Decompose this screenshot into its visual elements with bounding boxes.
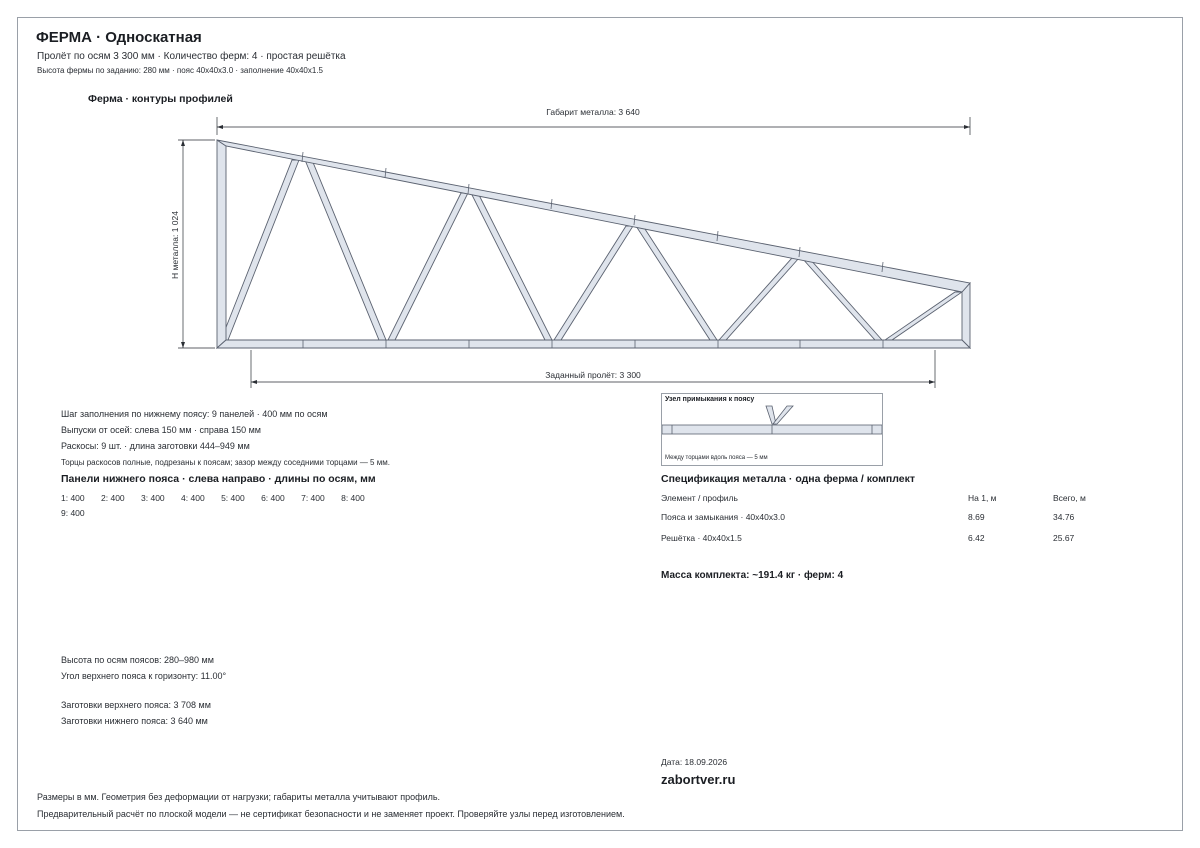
spec-row-total: 25.67 — [1053, 533, 1075, 543]
spec-row-name: Решётка · 40x40x1.5 — [661, 533, 742, 543]
panel-item: 2: 400 — [101, 493, 125, 503]
panel-item: 3: 400 — [141, 493, 165, 503]
geom-top-blanks: Заготовки верхнего пояса: 3 708 мм — [61, 700, 211, 710]
spec-row-per: 8.69 — [968, 512, 985, 522]
truss-diagonal — [388, 193, 468, 340]
geom-bottom-blanks: Заготовки нижнего пояса: 3 640 мм — [61, 716, 208, 726]
dim-overall-label: Габарит металла: 3 640 — [546, 107, 640, 117]
dim-arrow — [181, 342, 185, 348]
spec-mass: Масса комплекта: ~191.4 кг · ферм: 4 — [661, 570, 844, 581]
spec-heading: Спецификация металла · одна ферма / комплект — [661, 473, 916, 485]
note-overhangs: Выпуски от осей: слева 150 мм · справа 150 мм — [61, 425, 261, 435]
dim-arrow — [217, 125, 223, 129]
panel-item: 1: 400 — [61, 493, 85, 503]
panel-item: 7: 400 — [301, 493, 325, 503]
panel-item: 6: 400 — [261, 493, 285, 503]
panel-item: 9: 400 — [61, 508, 85, 518]
footer-date: Дата: 18.09.2026 — [661, 757, 728, 767]
truss-diagonal — [221, 160, 299, 340]
dim-arrow — [181, 140, 185, 146]
footer-brand: zabortver.ru — [661, 772, 736, 787]
truss-diagonal — [305, 160, 386, 340]
panel-item: 5: 400 — [221, 493, 245, 503]
dim-span-label: Заданный пролёт: 3 300 — [545, 370, 641, 380]
dim-arrow — [964, 125, 970, 129]
panel-item: 4: 400 — [181, 493, 205, 503]
node-diagonal-left — [766, 406, 776, 424]
truss-diagonal — [719, 258, 799, 340]
drawing-heading: Ферма · контуры профилей — [88, 93, 233, 105]
truss-end-post-right — [962, 283, 970, 348]
geom-height-range: Высота по осям поясов: 280–980 мм — [61, 655, 214, 665]
spec-row-per: 6.42 — [968, 533, 985, 543]
note-fill-step: Шаг заполнения по нижнему поясу: 9 панелей · 400 мм по осям — [61, 409, 328, 419]
node-detail-box — [661, 393, 883, 466]
note-ends: Торцы раскосов полные, подрезаны к поясам; зазор между соседними торцами — 5 мм. — [61, 458, 390, 467]
dim-arrow — [929, 380, 935, 384]
footer-disclaimer-1: Размеры в мм. Геометрия без деформации от нагрузки; габариты металла учитывают профиль. — [37, 792, 441, 802]
truss-bottom-chord — [217, 340, 970, 348]
footer-disclaimer-2: Предварительный расчёт по плоской модели — не сертификат безопасности и не заменяет проект. Проверяйте узлы перед изготовлением. — [37, 809, 625, 819]
dim-height-label: Н металла: 1 024 — [170, 211, 180, 279]
page-title: ФЕРМА · Односкатная — [36, 29, 202, 46]
panel-item: 8: 400 — [341, 493, 365, 503]
truss-end-post-left — [217, 140, 226, 348]
spec-row-name: Пояса и замыкания · 40x40x3.0 — [661, 512, 785, 522]
node-detail-title: Узел примыкания к поясу — [665, 396, 755, 403]
note-diagonals: Раскосы: 9 шт. · длина заготовки 444–949 мм — [61, 441, 250, 451]
truss-diagonal — [554, 226, 633, 340]
truss-diagonal — [885, 292, 962, 340]
spec-col-per: На 1, м — [968, 493, 997, 503]
geom-angle: Угол верхнего пояса к горизонту: 11.00° — [61, 671, 227, 681]
spec-col-total: Всего, м — [1053, 493, 1086, 503]
node-detail-note: Между торцами вдоль пояса — 5 мм — [665, 455, 768, 461]
page-subtitle: Пролёт по осям 3 300 мм · Количество ферм: 4 · простая решётка — [37, 51, 346, 62]
page-details: Высота фермы по заданию: 280 мм · пояс 40x40x3.0 · заполнение 40x40x1.5 — [37, 66, 323, 75]
truss-diagonal — [636, 226, 717, 340]
dim-arrow — [251, 380, 257, 384]
spec-row-total: 34.76 — [1053, 512, 1075, 522]
panels-heading: Панели нижнего пояса · слева направо · длины по осям, мм — [61, 473, 376, 485]
truss-diagonal — [471, 193, 552, 340]
node-diagonal-right — [773, 406, 793, 424]
panels-list — [61, 491, 391, 521]
spec-col-element: Элемент / профиль — [661, 493, 738, 503]
truss-drawing — [0, 0, 1200, 400]
